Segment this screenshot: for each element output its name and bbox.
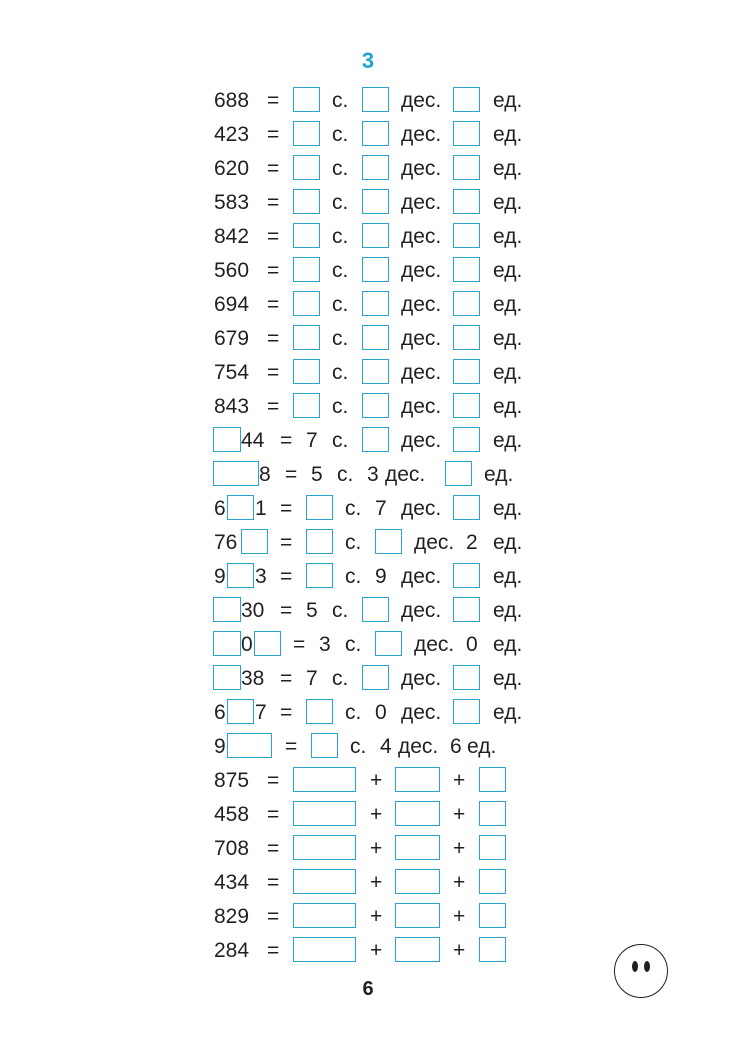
row-text: + <box>453 837 466 860</box>
row-text: + <box>453 769 466 792</box>
row-text: = <box>280 497 293 520</box>
row-text: 44 <box>241 429 265 452</box>
answer-box[interactable] <box>453 665 480 690</box>
answer-box[interactable] <box>453 563 480 588</box>
answer-box[interactable] <box>306 529 333 554</box>
exercise-row <box>0 493 736 527</box>
row-text: ед. <box>493 361 523 384</box>
row-text: 9 <box>214 565 226 588</box>
eye-icon <box>632 961 638 972</box>
row-text: ед. <box>493 89 523 112</box>
row-text: ед. <box>493 395 523 418</box>
row-text: с. <box>332 667 349 690</box>
answer-box[interactable] <box>362 223 389 248</box>
answer-box[interactable] <box>453 291 480 316</box>
row-text: = <box>285 463 298 486</box>
exercise-row <box>0 85 736 119</box>
row-text: 38 <box>241 667 265 690</box>
exercise-row <box>0 595 736 629</box>
row-text: = <box>280 531 293 554</box>
exercise-row <box>0 867 736 901</box>
row-text: 754 <box>214 361 250 384</box>
exercise-row <box>0 425 736 459</box>
row-text: ед. <box>493 667 523 690</box>
answer-box[interactable] <box>311 733 338 758</box>
row-text: 0 <box>241 633 253 656</box>
row-text: = <box>267 905 280 928</box>
row-text: 3 <box>319 633 331 656</box>
answer-box[interactable] <box>395 937 440 962</box>
answer-box[interactable] <box>293 393 320 418</box>
answer-box[interactable] <box>362 427 389 452</box>
row-text: дес. <box>401 293 442 316</box>
row-text: 423 <box>214 123 250 146</box>
answer-box[interactable] <box>241 529 268 554</box>
exercise-row <box>0 527 736 561</box>
row-text: ед. <box>493 599 523 622</box>
answer-box[interactable] <box>227 495 254 520</box>
row-text: 76 <box>214 531 238 554</box>
exercise-row <box>0 561 736 595</box>
row-text: = <box>267 157 280 180</box>
row-text: с. <box>345 531 362 554</box>
row-text: = <box>267 803 280 826</box>
row-text: с. <box>332 327 349 350</box>
row-text: 7 <box>306 429 318 452</box>
answer-box[interactable] <box>453 87 480 112</box>
exercise-row <box>0 901 736 935</box>
row-text: с. <box>332 191 349 214</box>
exercise-row <box>0 289 736 323</box>
row-text: дес. <box>414 531 455 554</box>
answer-box[interactable] <box>395 767 440 792</box>
eye-icon <box>644 961 650 972</box>
row-text: = <box>280 701 293 724</box>
row-text: дес. <box>401 327 442 350</box>
answer-box[interactable] <box>213 665 241 690</box>
answer-box[interactable] <box>293 87 320 112</box>
answer-box[interactable] <box>293 257 320 282</box>
row-text: = <box>280 429 293 452</box>
exercise-row <box>0 799 736 833</box>
row-text: 679 <box>214 327 250 350</box>
row-text: дес. <box>401 191 442 214</box>
row-text: + <box>370 803 383 826</box>
row-text: 3 <box>255 565 267 588</box>
row-text: 843 <box>214 395 250 418</box>
row-text: 688 <box>214 89 250 112</box>
page-number: 6 <box>362 978 374 1000</box>
exercise-row <box>0 187 736 221</box>
row-text: ед. <box>493 123 523 146</box>
row-text: 6 <box>214 701 226 724</box>
answer-box[interactable] <box>293 869 356 894</box>
row-text: ед. <box>467 735 497 758</box>
exercise-row <box>0 731 736 765</box>
row-text: = <box>267 225 280 248</box>
row-text: дес. <box>401 89 442 112</box>
row-text: = <box>267 939 280 962</box>
exercise-row <box>0 459 736 493</box>
row-text: = <box>267 191 280 214</box>
answer-box[interactable] <box>479 835 506 860</box>
row-text: = <box>293 633 306 656</box>
row-text: с. <box>345 701 362 724</box>
answer-box[interactable] <box>362 189 389 214</box>
answer-box[interactable] <box>453 155 480 180</box>
exercise-row <box>0 391 736 425</box>
exercise-row <box>0 153 736 187</box>
answer-box[interactable] <box>293 189 320 214</box>
row-text: с. <box>337 463 354 486</box>
answer-box[interactable] <box>362 597 389 622</box>
answer-box[interactable] <box>213 597 241 622</box>
answer-box[interactable] <box>479 937 506 962</box>
row-text: дес. <box>385 463 426 486</box>
answer-box[interactable] <box>293 325 320 350</box>
row-text: 4 <box>380 735 392 758</box>
answer-box[interactable] <box>362 257 389 282</box>
row-text: 30 <box>241 599 265 622</box>
row-text: ед. <box>493 497 523 520</box>
row-text: с. <box>350 735 367 758</box>
row-text: + <box>370 939 383 962</box>
answer-box[interactable] <box>479 903 506 928</box>
row-text: с. <box>345 565 362 588</box>
answer-box[interactable] <box>395 903 440 928</box>
row-text: 694 <box>214 293 250 316</box>
row-text: с. <box>345 497 362 520</box>
row-text: = <box>267 361 280 384</box>
row-text: + <box>370 837 383 860</box>
answer-box[interactable] <box>445 461 472 486</box>
answer-box[interactable] <box>375 631 402 656</box>
exercise-row <box>0 629 736 663</box>
row-text: 6 <box>450 735 462 758</box>
row-text: с. <box>332 293 349 316</box>
answer-box[interactable] <box>362 291 389 316</box>
row-text: с. <box>332 429 349 452</box>
row-text: = <box>267 89 280 112</box>
row-text: 5 <box>306 599 318 622</box>
exercise-row <box>0 765 736 799</box>
row-text: = <box>267 259 280 282</box>
answer-box[interactable] <box>479 767 506 792</box>
answer-box[interactable] <box>306 563 333 588</box>
row-text: дес. <box>401 701 442 724</box>
row-text: = <box>280 599 293 622</box>
answer-box[interactable] <box>293 359 320 384</box>
answer-box[interactable] <box>362 87 389 112</box>
row-text: + <box>370 871 383 894</box>
row-text: 875 <box>214 769 250 792</box>
row-text: 1 <box>255 497 267 520</box>
exercise-row <box>0 663 736 697</box>
answer-box[interactable] <box>453 257 480 282</box>
row-text: дес. <box>401 395 442 418</box>
exercise-number: 3 <box>361 48 375 73</box>
row-text: ед. <box>493 565 523 588</box>
row-text: 2 <box>466 531 478 554</box>
exercise-row <box>0 357 736 391</box>
answer-box[interactable] <box>453 189 480 214</box>
row-text: 620 <box>214 157 250 180</box>
answer-box[interactable] <box>453 495 480 520</box>
answer-box[interactable] <box>453 393 480 418</box>
row-text: + <box>453 939 466 962</box>
row-text: 0 <box>466 633 478 656</box>
row-text: ед. <box>493 633 523 656</box>
row-text: 9 <box>214 735 226 758</box>
row-text: = <box>267 327 280 350</box>
row-text: 7 <box>375 497 387 520</box>
row-text: = <box>267 395 280 418</box>
row-text: ед. <box>493 225 523 248</box>
answer-box[interactable] <box>213 427 241 452</box>
row-text: с. <box>332 157 349 180</box>
row-text: 829 <box>214 905 250 928</box>
answer-box[interactable] <box>453 699 480 724</box>
row-text: 0 <box>375 701 387 724</box>
answer-box[interactable] <box>227 563 254 588</box>
exercise-row <box>0 255 736 289</box>
row-text: 583 <box>214 191 250 214</box>
row-text: 7 <box>255 701 267 724</box>
row-text: = <box>267 837 280 860</box>
row-text: ед. <box>493 531 523 554</box>
row-text: дес. <box>401 361 442 384</box>
row-text: дес. <box>401 225 442 248</box>
row-text: с. <box>332 259 349 282</box>
row-text: с. <box>332 89 349 112</box>
row-text: 8 <box>259 463 271 486</box>
row-text: с. <box>332 225 349 248</box>
row-text: ед. <box>493 259 523 282</box>
row-text: 9 <box>375 565 387 588</box>
answer-box[interactable] <box>362 665 389 690</box>
row-text: дес. <box>401 565 442 588</box>
row-text: ед. <box>493 293 523 316</box>
answer-box[interactable] <box>395 869 440 894</box>
row-text: + <box>453 803 466 826</box>
row-text: с. <box>332 599 349 622</box>
row-text: ед. <box>493 157 523 180</box>
answer-box[interactable] <box>293 801 356 826</box>
answer-box[interactable] <box>453 325 480 350</box>
answer-box[interactable] <box>395 835 440 860</box>
answer-box[interactable] <box>453 223 480 248</box>
answer-box[interactable] <box>213 631 241 656</box>
row-text: ед. <box>484 463 514 486</box>
row-text: дес. <box>401 667 442 690</box>
answer-box[interactable] <box>479 869 506 894</box>
row-text: с. <box>332 361 349 384</box>
row-text: = <box>267 293 280 316</box>
answer-box[interactable] <box>362 121 389 146</box>
answer-box[interactable] <box>293 767 356 792</box>
answer-box[interactable] <box>362 359 389 384</box>
row-text: дес. <box>398 735 439 758</box>
answer-box[interactable] <box>213 461 259 486</box>
row-text: с. <box>345 633 362 656</box>
row-text: ед. <box>493 191 523 214</box>
answer-box[interactable] <box>293 223 320 248</box>
row-text: = <box>285 735 298 758</box>
answer-box[interactable] <box>362 155 389 180</box>
row-text: + <box>453 905 466 928</box>
exercise-row <box>0 697 736 731</box>
row-text: 434 <box>214 871 250 894</box>
row-text: + <box>370 905 383 928</box>
answer-box[interactable] <box>479 801 506 826</box>
answer-box[interactable] <box>227 733 272 758</box>
row-text: дес. <box>401 123 442 146</box>
exercise-row <box>0 221 736 255</box>
row-text: ед. <box>493 327 523 350</box>
row-text: = <box>267 769 280 792</box>
row-text: дес. <box>401 429 442 452</box>
answer-box[interactable] <box>293 155 320 180</box>
exercise-row <box>0 833 736 867</box>
row-text: 6 <box>214 497 226 520</box>
answer-box[interactable] <box>453 121 480 146</box>
row-text: = <box>267 871 280 894</box>
row-text: дес. <box>401 157 442 180</box>
row-text: = <box>267 123 280 146</box>
row-text: ед. <box>493 701 523 724</box>
row-text: 3 <box>367 463 379 486</box>
answer-box[interactable] <box>293 903 356 928</box>
row-text: 842 <box>214 225 250 248</box>
answer-box[interactable] <box>293 937 356 962</box>
answer-box[interactable] <box>306 699 333 724</box>
row-text: 7 <box>306 667 318 690</box>
answer-box[interactable] <box>293 291 320 316</box>
row-text: дес. <box>401 497 442 520</box>
row-text: дес. <box>414 633 455 656</box>
row-text: 5 <box>311 463 323 486</box>
row-text: ед. <box>493 429 523 452</box>
answer-box[interactable] <box>293 835 356 860</box>
answer-box[interactable] <box>395 801 440 826</box>
row-text: 560 <box>214 259 250 282</box>
answer-box[interactable] <box>227 699 254 724</box>
exercise-row <box>0 119 736 153</box>
answer-box[interactable] <box>306 495 333 520</box>
row-text: дес. <box>401 599 442 622</box>
exercise-row <box>0 323 736 357</box>
answer-box[interactable] <box>362 325 389 350</box>
row-text: 458 <box>214 803 250 826</box>
row-text: = <box>280 667 293 690</box>
answer-box[interactable] <box>453 597 480 622</box>
row-text: с. <box>332 123 349 146</box>
answer-box[interactable] <box>453 427 480 452</box>
answer-box[interactable] <box>453 359 480 384</box>
row-text: + <box>453 871 466 894</box>
answer-box[interactable] <box>375 529 402 554</box>
row-text: с. <box>332 395 349 418</box>
row-text: дес. <box>401 259 442 282</box>
answer-box[interactable] <box>254 631 281 656</box>
row-text: + <box>370 769 383 792</box>
answer-box[interactable] <box>293 121 320 146</box>
row-text: 284 <box>214 939 250 962</box>
row-text: 708 <box>214 837 250 860</box>
row-text: = <box>280 565 293 588</box>
answer-box[interactable] <box>362 393 389 418</box>
smiley-face-icon <box>614 944 668 998</box>
